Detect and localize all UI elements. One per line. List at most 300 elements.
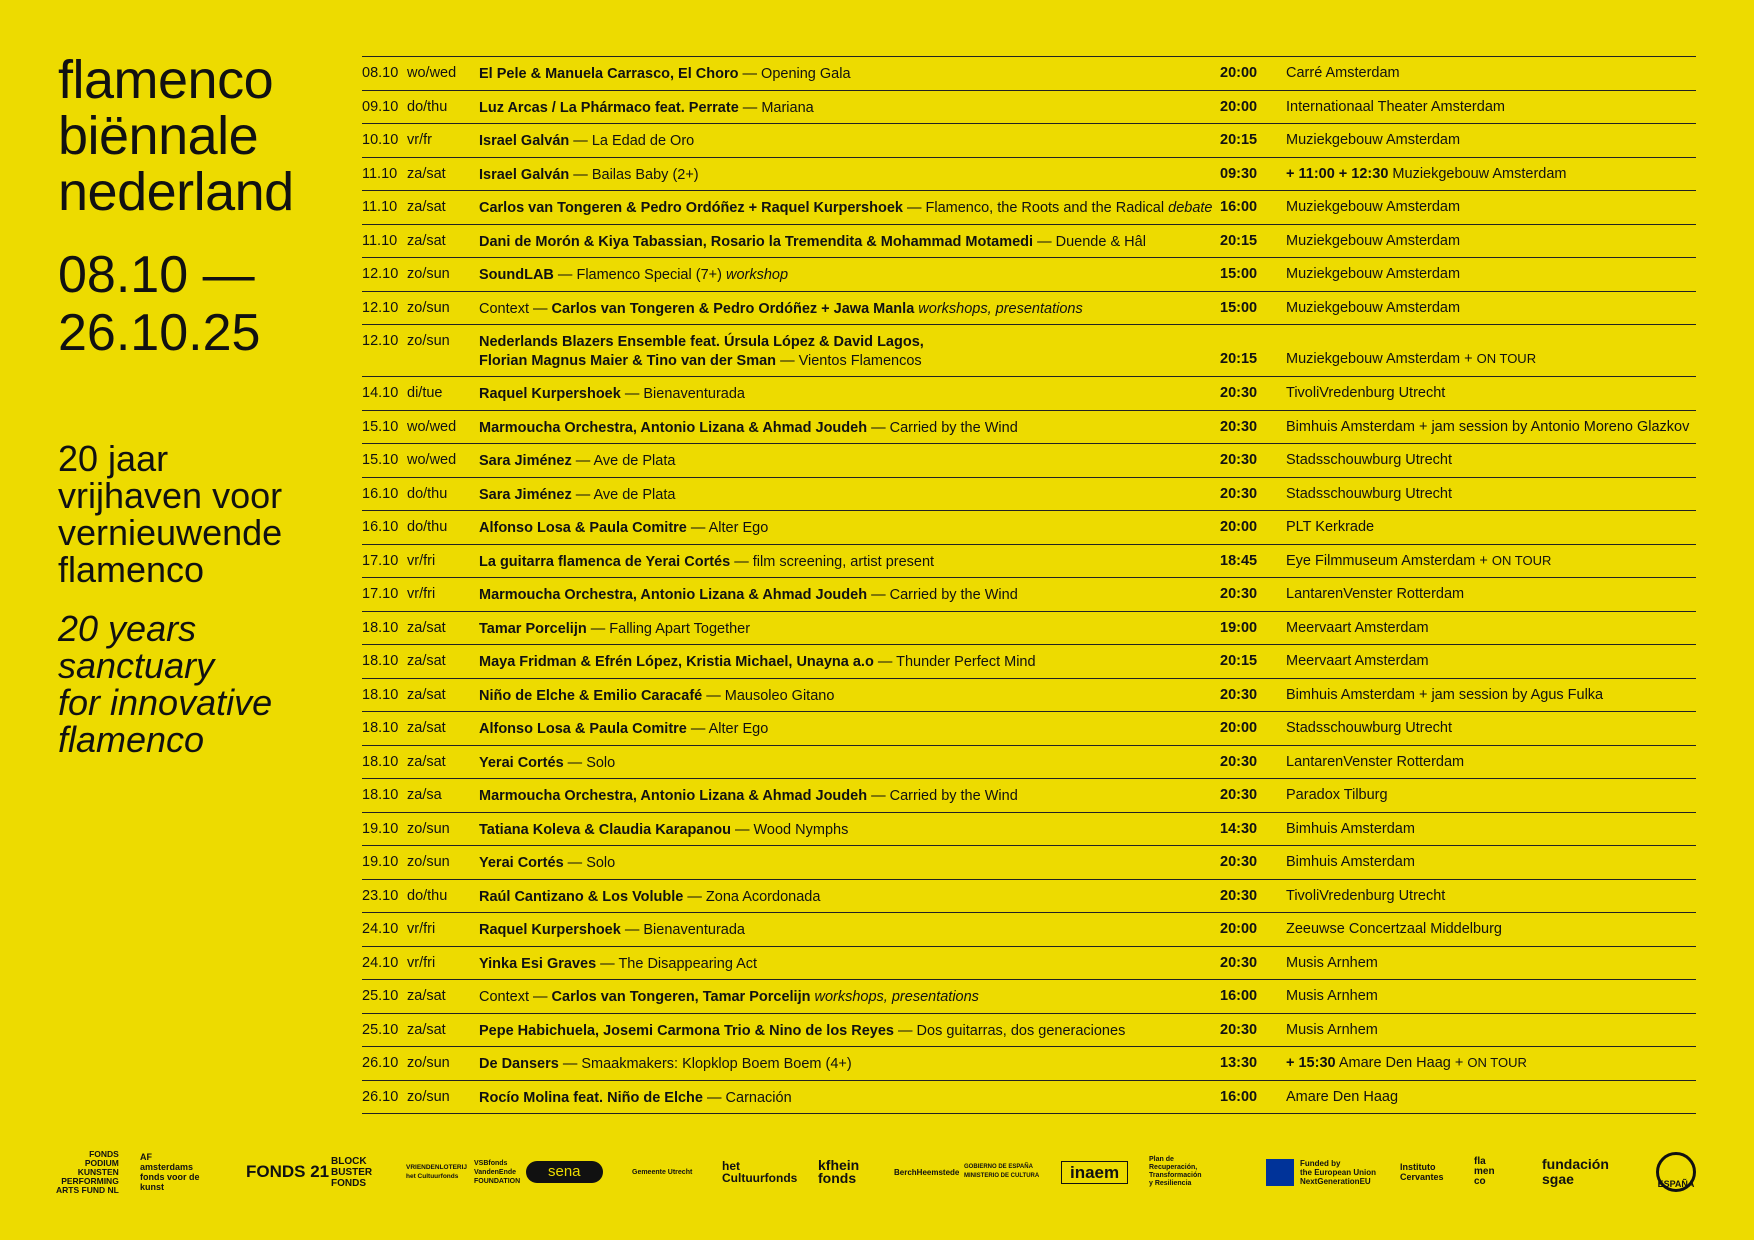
schedule-row <box>362 191 1696 225</box>
event-artist: Marmoucha Orchestra, Antonio Lizana & Ahmad Joudeh <box>479 587 868 603</box>
berchheemstede-logo <box>894 1144 959 1200</box>
event-day: za/sat <box>407 232 446 249</box>
event-time: 16:00 <box>1220 988 1258 1004</box>
event-venue <box>1286 452 1452 468</box>
event-venue <box>1286 351 1536 367</box>
espana-logo <box>1656 1144 1696 1200</box>
event-day: zo/sun <box>407 854 450 870</box>
event-artist: Israel Galván <box>479 133 570 149</box>
event-date: 08.10 <box>362 65 399 81</box>
event-artist: Carlos van Tongeren & Pedro Ordóñez + Jawa Manla <box>551 300 915 317</box>
venue-name: Muziekgebouw Amsterdam <box>1286 266 1461 282</box>
event-title: — Zona Acordonada <box>683 888 821 905</box>
event-program <box>479 553 934 572</box>
flamenco-congress-logo-text: fla <box>1474 1156 1486 1167</box>
plan-recuperacion-logo-text: Recuperación, <box>1149 1164 1198 1171</box>
venue-name: TivoliVredenburg Utrecht <box>1286 385 1446 401</box>
event-date: 17.10 <box>362 552 399 569</box>
event-time: 15:00 <box>1220 266 1258 282</box>
fonds-podium-kunsten-logo-text: FONDS <box>89 1148 119 1159</box>
event-title: — Ave de Plata <box>571 453 676 469</box>
gobierno-espana-logo-text: GOBIERNO DE ESPAÑA <box>964 1164 1033 1170</box>
event-artist: Yerai Cortés <box>479 855 564 871</box>
event-time: 16:00 <box>1220 1088 1258 1105</box>
event-title: — Wood Nymphs <box>730 821 849 838</box>
event-date: 24.10 <box>362 921 399 937</box>
event-date: 18.10 <box>362 753 399 770</box>
event-day: zo/sun <box>407 266 450 282</box>
event-day: za/sat <box>407 1021 446 1038</box>
event-type: workshops, presentations <box>918 300 1083 317</box>
event-day: za/sat <box>407 165 446 182</box>
fonds-podium-kunsten-logo-text: KUNSTEN <box>77 1166 119 1177</box>
event-time: 20:00 <box>1220 921 1258 937</box>
event-date: 18.10 <box>362 619 399 636</box>
event-program <box>479 199 1212 218</box>
event-day: do/thu <box>407 98 448 115</box>
event-artist: De Dansers <box>479 1056 559 1072</box>
venue-name: Muziekgebouw Amsterdam <box>1286 199 1461 215</box>
event-title: — Opening Gala <box>738 66 851 82</box>
event-title: — Carried by the Wind <box>867 788 1018 804</box>
event-program <box>479 266 788 285</box>
event-artist: Tatiana Koleva & Claudia Karapanou <box>479 821 731 838</box>
vsbfonds-logo-text: VandenEnde <box>474 1168 517 1176</box>
kfhein-logo-text: fonds <box>818 1170 857 1186</box>
event-time: 20:15 <box>1220 351 1258 367</box>
kfhein-logo <box>818 1144 859 1200</box>
event-date: 09.10 <box>362 98 399 115</box>
event-title: — film screening, artist present <box>730 553 935 570</box>
event-date: 18.10 <box>362 787 399 803</box>
event-artist: Rocío Molina feat. Niño de Elche <box>479 1089 703 1106</box>
event-venue <box>1286 132 1460 148</box>
schedule-row <box>362 124 1696 158</box>
event-artist: Alfonso Losa & Paula Comitre <box>479 721 687 737</box>
event-time: 20:30 <box>1220 1021 1258 1038</box>
event-artist-line2: Florian Magnus Maier & Tino van der Sman <box>479 353 777 369</box>
kfhein-logo-text: kfhein <box>818 1157 860 1173</box>
event-program <box>479 988 979 1007</box>
amsterdams-fonds-logo-text: kunst <box>140 1182 165 1192</box>
schedule-row <box>362 377 1696 411</box>
cultuurfonds-logo-text: Cultuurfonds <box>722 1171 798 1185</box>
sena-logo-text: sena <box>548 1163 581 1180</box>
event-title: — Solo <box>563 754 616 771</box>
event-type: workshop <box>725 267 789 283</box>
event-program <box>479 854 615 873</box>
event-day: do/thu <box>407 485 448 502</box>
event-venue <box>1286 821 1415 837</box>
venue-name: TivoliVredenburg Utrecht <box>1286 887 1446 904</box>
event-venue <box>1286 419 1689 435</box>
fonds-podium-kunsten-logo-text: PODIUM <box>84 1157 119 1168</box>
event-program <box>479 888 820 907</box>
event-date: 10.10 <box>362 132 399 148</box>
schedule-row <box>362 913 1696 947</box>
event-time: 20:00 <box>1220 720 1258 736</box>
event-time: 20:30 <box>1220 954 1258 971</box>
event-date: 16.10 <box>362 519 399 535</box>
venue-name: Bimhuis Amsterdam <box>1286 854 1415 870</box>
venue-name: Zeeuwse Concertzaal Middelburg <box>1286 921 1502 937</box>
event-day: za/sat <box>407 988 446 1004</box>
venue-name: Meervaart Amsterdam <box>1286 653 1429 669</box>
schedule-row <box>362 292 1696 326</box>
event-date: 12.10 <box>362 333 399 349</box>
event-date: 15.10 <box>362 452 399 468</box>
event-program <box>479 1089 792 1108</box>
event-time: 20:30 <box>1220 686 1258 703</box>
vriendenloterij-logo <box>406 1144 467 1200</box>
fonds-21-logo <box>246 1144 329 1200</box>
event-day: zo/sun <box>407 299 450 316</box>
eu-logo-text: Funded by <box>1300 1158 1341 1168</box>
venue-name: Musis Arnhem <box>1286 988 1378 1004</box>
event-artist: Tamar Porcelijn <box>479 620 587 637</box>
vriendenloterij-logo-text: het Cultuurfonds <box>406 1173 459 1180</box>
event-day: zo/sun <box>407 1088 450 1105</box>
event-venue <box>1286 754 1464 770</box>
event-day: vr/fri <box>407 586 436 602</box>
venue-name: PLT Kerkrade <box>1286 519 1375 535</box>
event-title: — Mausoleo Gitano <box>702 687 835 704</box>
event-venue <box>1286 653 1429 669</box>
venue-name: Carré Amsterdam <box>1286 65 1400 81</box>
venue-name: Muziekgebouw Amsterdam + <box>1286 351 1477 367</box>
event-date: 26.10 <box>362 1088 399 1105</box>
event-date: 25.10 <box>362 1021 399 1038</box>
fonds-podium-kunsten-logo-text: PERFORMING <box>61 1175 119 1186</box>
event-artist: Maya Fridman & Efrén López, Kristia Michael, Unayna a.o <box>479 654 874 670</box>
event-time: 20:30 <box>1220 753 1258 770</box>
event-date: 12.10 <box>362 266 399 282</box>
on-tour-tag: ON TOUR <box>1467 1055 1527 1070</box>
event-title: — Carnación <box>702 1089 792 1106</box>
venue-name: Muziekgebouw Amsterdam <box>1286 232 1461 249</box>
eu-logo <box>1266 1144 1376 1200</box>
venue-name: Bimhuis Amsterdam <box>1286 820 1415 837</box>
event-date: 24.10 <box>362 954 399 971</box>
event-venue <box>1286 1022 1378 1038</box>
schedule-row <box>362 1081 1696 1115</box>
event-date: 25.10 <box>362 988 399 1004</box>
event-title: — Bienaventurada <box>620 922 745 938</box>
event-artist: Yinka Esi Graves <box>479 955 597 972</box>
event-date: 12.10 <box>362 299 399 316</box>
plan-recuperacion-logo <box>1149 1144 1202 1200</box>
event-artist: SoundLAB <box>479 267 554 283</box>
venue-name: LantarenVenster Rotterdam <box>1286 753 1465 770</box>
blockbuster-fonds-logo <box>331 1144 372 1200</box>
event-title: — Mariana <box>738 99 814 116</box>
instituto-cervantes-logo-text: Cervantes <box>1400 1172 1444 1182</box>
venue-name: Musis Arnhem <box>1286 1021 1378 1038</box>
event-artist: Luz Arcas / La Phármaco feat. Perrate <box>479 99 739 116</box>
event-program <box>479 821 848 840</box>
event-time: 20:00 <box>1220 519 1258 535</box>
event-venue <box>1286 519 1374 535</box>
venue-name: Amare Den Haag <box>1286 1088 1399 1105</box>
event-artist: Raquel Kurpershoek <box>479 386 621 402</box>
event-date: 18.10 <box>362 686 399 703</box>
event-title: — Thunder Perfect Mind <box>873 654 1036 670</box>
schedule-row <box>362 779 1696 813</box>
event-venue <box>1286 65 1400 81</box>
eu-logo-text: the European Union <box>1300 1167 1376 1177</box>
gobierno-espana-logo <box>964 1144 1039 1200</box>
event-time: 20:30 <box>1220 385 1258 401</box>
schedule-row <box>362 578 1696 612</box>
event-time: 18:45 <box>1220 552 1258 569</box>
event-venue <box>1286 921 1502 937</box>
event-program <box>479 754 615 773</box>
event-date: 19.10 <box>362 854 399 870</box>
event-program <box>479 99 814 118</box>
event-time: 20:00 <box>1220 98 1258 115</box>
amsterdams-fonds-logo-text: amsterdams <box>140 1162 194 1172</box>
schedule-row <box>362 1047 1696 1081</box>
event-program <box>479 720 768 739</box>
event-program <box>479 921 745 940</box>
amsterdams-fonds-logo <box>140 1144 200 1200</box>
event-title: — Alter Ego <box>686 721 769 737</box>
event-date: 16.10 <box>362 485 399 502</box>
event-venue <box>1286 166 1567 182</box>
festival-dates: 08.10 — 26.10.25 <box>58 246 261 362</box>
event-day: za/sat <box>407 199 446 215</box>
schedule-row <box>362 1014 1696 1048</box>
cultuurfonds-logo-text: het <box>722 1159 740 1173</box>
event-day: za/sa <box>407 787 442 803</box>
event-venue <box>1286 199 1460 215</box>
event-venue <box>1286 1089 1398 1105</box>
vsbfonds-logo <box>474 1144 520 1200</box>
event-day: vr/fr <box>407 132 432 148</box>
event-time: 20:30 <box>1220 586 1258 602</box>
on-tour-tag: ON TOUR <box>1491 552 1552 568</box>
event-day: do/thu <box>407 519 448 535</box>
schedule-row <box>362 225 1696 259</box>
event-day: za/sat <box>407 653 446 669</box>
event-title: — Carried by the Wind <box>867 419 1018 436</box>
venue-name: Muziekgebouw Amsterdam <box>1286 132 1461 148</box>
instituto-cervantes-logo <box>1400 1144 1444 1200</box>
event-day: zo/sun <box>407 820 450 837</box>
venue-name: Internationaal Theater Amsterdam <box>1286 98 1505 115</box>
event-title: — Flamenco Special (7+) <box>553 267 726 283</box>
extra-times: + 11:00 + 12:30 <box>1286 165 1389 182</box>
event-time: 19:00 <box>1220 619 1258 636</box>
event-venue <box>1286 687 1603 703</box>
event-day: za/sat <box>407 753 446 770</box>
fundacion-sgae-logo-text: sgae <box>1542 1171 1574 1187</box>
on-tour-tag: ON TOUR <box>1476 351 1537 366</box>
venue-name: Paradox Tilburg <box>1286 787 1388 803</box>
event-date: 15.10 <box>362 418 399 435</box>
event-day: vr/fri <box>407 921 436 937</box>
event-artist: Israel Galván <box>479 166 570 183</box>
event-venue <box>1286 233 1460 249</box>
amsterdams-fonds-logo-text: fonds voor de <box>140 1172 200 1182</box>
event-day: wo/wed <box>407 65 457 81</box>
fonds-21-logo-text: FONDS 21 <box>246 1162 330 1181</box>
fundacion-sgae-logo <box>1542 1144 1609 1200</box>
event-title: — Duende & Hâl <box>1033 233 1146 250</box>
event-day: do/thu <box>407 887 448 904</box>
event-program <box>479 419 1018 438</box>
event-program <box>479 586 1018 605</box>
event-time: 20:15 <box>1220 132 1258 148</box>
sponsor-logos <box>56 1144 1706 1200</box>
event-context-prefix: Context — <box>479 300 552 317</box>
venue-name: Eye Filmmuseum Amsterdam + <box>1286 552 1492 569</box>
eu-logo-text: NextGenerationEU <box>1300 1176 1371 1186</box>
venue-name: LantarenVenster Rotterdam <box>1286 586 1465 602</box>
vsbfonds-logo-text: FOUNDATION <box>474 1177 521 1185</box>
event-title: — Flamenco, the Roots and the Radical <box>902 200 1169 216</box>
event-day: zo/sun <box>407 1055 450 1071</box>
event-title: — Dos guitarras, dos generaciones <box>894 1022 1126 1039</box>
event-artist: La guitarra flamenca de Yerai Cortés <box>479 553 731 570</box>
event-artist: Dani de Morón & Kiya Tabassian, Rosario la Tremendita & Mohammad Motamedi <box>479 233 1034 250</box>
event-title: — Bienaventurada <box>620 386 745 402</box>
schedule-row <box>362 325 1696 377</box>
flamenco-congress-logo-text: men <box>1474 1166 1495 1177</box>
venue-name: Amare Den Haag + <box>1335 1055 1468 1071</box>
event-venue <box>1286 586 1464 602</box>
blockbuster-fonds-logo-text: BLOCK <box>331 1155 367 1167</box>
inaem-logo-text: inaem <box>1070 1162 1120 1182</box>
event-program <box>479 385 745 404</box>
vriendenloterij-logo-text: VRIENDENLOTERIJ <box>406 1164 468 1171</box>
event-time: 20:15 <box>1220 232 1258 249</box>
vsbfonds-logo-text: VSBfonds <box>474 1159 508 1167</box>
event-time: 20:30 <box>1220 485 1258 502</box>
tagline-nl: 20 jaar vrijhaven voor vernieuwende flamenco <box>58 438 283 590</box>
sena-logo <box>526 1144 603 1200</box>
event-artist: Yerai Cortés <box>479 754 564 771</box>
event-time: 20:00 <box>1220 65 1258 81</box>
event-day: di/tue <box>407 385 443 401</box>
event-date: 18.10 <box>362 653 399 669</box>
event-program <box>479 787 1018 806</box>
schedule-row <box>362 846 1696 880</box>
event-artist: Marmoucha Orchestra, Antonio Lizana & Ahmad Joudeh <box>479 788 868 804</box>
plan-recuperacion-logo-text: Plan de <box>1149 1156 1174 1163</box>
event-date: 23.10 <box>362 887 399 904</box>
event-type: workshops, presentations <box>814 989 979 1005</box>
event-venue <box>1286 955 1378 971</box>
event-day: za/sat <box>407 619 446 636</box>
venue-name: Meervaart Amsterdam <box>1286 619 1429 636</box>
venue-name: Stadsschouwburg Utrecht <box>1286 720 1453 736</box>
fundacion-sgae-logo-text: fundación <box>1542 1156 1609 1172</box>
event-program <box>479 1022 1125 1041</box>
schedule-row <box>362 511 1696 545</box>
event-program <box>479 687 834 706</box>
event-program <box>479 452 675 471</box>
event-program <box>479 955 757 974</box>
venue-name: Bimhuis Amsterdam + jam session by Agus Fulka <box>1286 686 1604 703</box>
event-title: — Solo <box>563 855 616 871</box>
event-artist: Raquel Kurpershoek <box>479 922 621 938</box>
schedule-row <box>362 980 1696 1014</box>
schedule-row <box>362 545 1696 579</box>
event-artist: Raúl Cantizano & Los Voluble <box>479 888 684 905</box>
event-type: debate <box>1168 200 1213 216</box>
festival-title: flamenco biënnale nederland <box>58 50 294 222</box>
event-program <box>479 300 1083 319</box>
event-day: zo/sun <box>407 333 450 349</box>
event-program <box>479 166 699 185</box>
event-artist: Carlos van Tongeren & Pedro Ordóñez + Raquel Kurpershoek <box>479 200 903 216</box>
event-date: 18.10 <box>362 720 399 736</box>
event-day: wo/wed <box>407 418 457 435</box>
schedule-row <box>362 712 1696 746</box>
schedule-row <box>362 679 1696 713</box>
event-date: 17.10 <box>362 586 399 602</box>
extra-times: + 15:30 <box>1286 1055 1336 1071</box>
event-title: — Alter Ego <box>686 520 769 536</box>
gemeente-utrecht-logo <box>632 1144 692 1200</box>
schedule-row <box>362 478 1696 512</box>
venue-name: Bimhuis Amsterdam + jam session by Antonio Moreno Glazkov <box>1286 418 1690 435</box>
event-venue <box>1286 888 1445 904</box>
event-time: 20:30 <box>1220 418 1258 435</box>
event-program <box>479 65 851 84</box>
schedule-row <box>362 645 1696 679</box>
event-day: vr/fri <box>407 552 436 569</box>
event-artist: Pepe Habichuela, Josemi Carmona Trio & Nino de los Reyes <box>479 1022 894 1039</box>
event-program <box>479 1055 852 1074</box>
event-venue <box>1286 300 1460 316</box>
event-title: — La Edad de Oro <box>569 133 695 149</box>
blockbuster-fonds-logo-text: FONDS <box>331 1177 366 1189</box>
event-program <box>479 333 924 371</box>
event-time: 20:30 <box>1220 854 1258 870</box>
event-title: — The Disappearing Act <box>596 955 758 972</box>
event-day: za/sat <box>407 720 446 736</box>
event-time: 20:30 <box>1220 452 1258 468</box>
cultuurfonds-logo <box>722 1144 797 1200</box>
gemeente-utrecht-logo-text: Gemeente Utrecht <box>632 1168 693 1176</box>
event-time: 16:00 <box>1220 199 1258 215</box>
event-venue <box>1286 620 1429 636</box>
fonds-podium-kunsten-logo-text: ARTS FUND NL <box>56 1184 119 1195</box>
event-time: 13:30 <box>1220 1055 1258 1071</box>
schedule-row <box>362 612 1696 646</box>
venue-name: Stadsschouwburg Utrecht <box>1286 452 1453 468</box>
schedule-row <box>362 91 1696 125</box>
event-venue <box>1286 854 1415 870</box>
event-title: — Vientos Flamencos <box>776 353 922 369</box>
event-date: 26.10 <box>362 1055 399 1071</box>
event-artist: Marmoucha Orchestra, Antonio Lizana & Ahmad Joudeh <box>479 419 868 436</box>
venue-name: Muziekgebouw Amsterdam <box>1388 165 1567 182</box>
venue-name: Stadsschouwburg Utrecht <box>1286 485 1453 502</box>
event-venue <box>1286 385 1445 401</box>
event-title: — Smaakmakers: Klopklop Boem Boem (4+) <box>558 1056 852 1072</box>
schedule-row <box>362 947 1696 981</box>
event-venue <box>1286 553 1551 569</box>
blockbuster-fonds-logo-text: BUSTER <box>331 1166 373 1178</box>
venue-name: Muziekgebouw Amsterdam <box>1286 299 1461 316</box>
venue-name: Musis Arnhem <box>1286 954 1378 971</box>
event-program <box>479 233 1146 252</box>
event-program <box>479 620 750 639</box>
event-day: vr/fri <box>407 954 436 971</box>
